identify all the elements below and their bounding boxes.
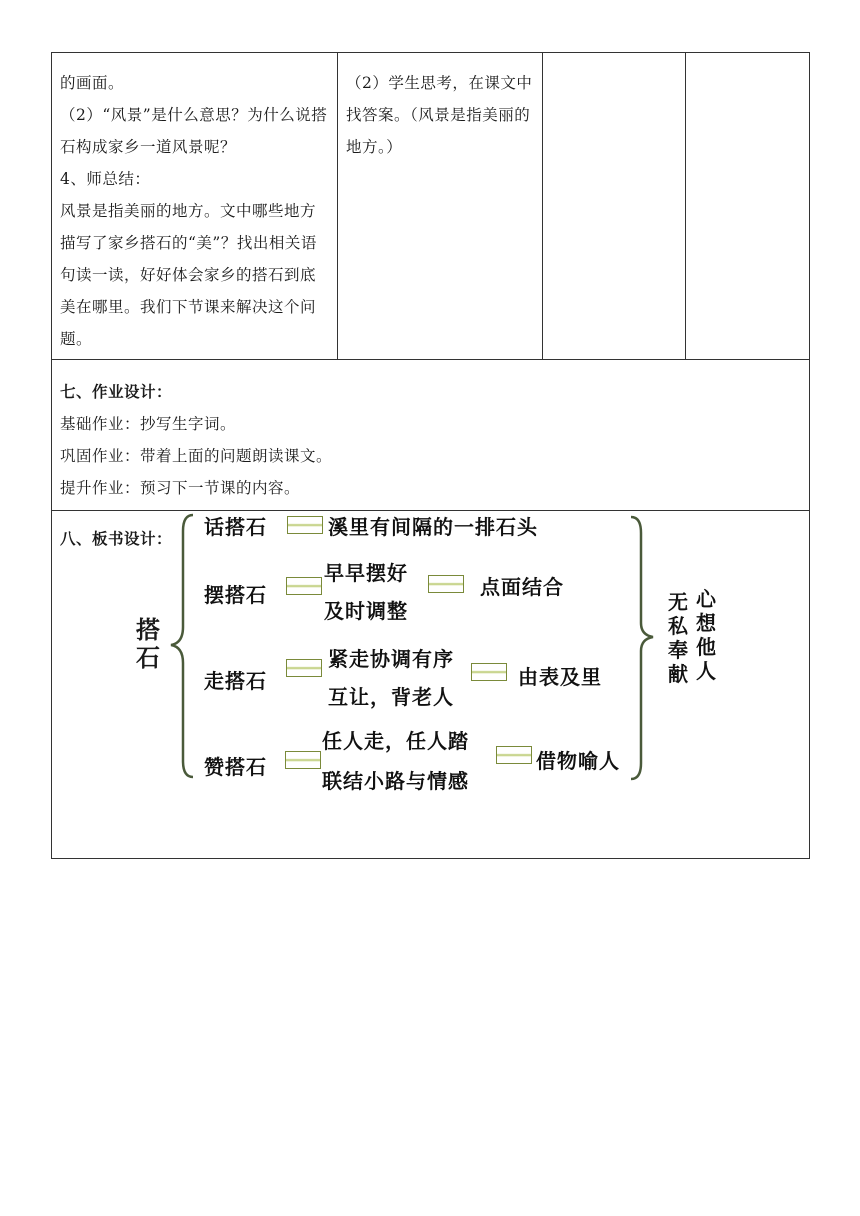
row3-result: 由表及里 xyxy=(518,665,602,689)
vert-char: 私 xyxy=(668,614,688,638)
arrow-icon xyxy=(471,663,507,681)
center-char: 石 xyxy=(136,644,160,672)
homework-advance: 提升作业：预习下一节课的内容。 xyxy=(60,479,301,497)
vert-char: 心 xyxy=(696,587,716,611)
text-line: （2）“风景”是什么意思？为什么说搭石构成家乡一道风景呢？ xyxy=(60,106,328,156)
board-design xyxy=(52,511,809,857)
row4-item1: 任人走，任人踏 xyxy=(322,729,469,753)
lesson-table xyxy=(51,52,810,859)
text-line: 风景是指美丽的地方。文中哪些地方描写了家乡搭石的“美”？找出相关语句读一读，好好体会家乡的搭石到底美在哪里。我们下节课来解决这个问题。 xyxy=(60,202,317,348)
teaching-process-row xyxy=(52,53,810,360)
empty-cell xyxy=(543,53,686,360)
arrow-icon xyxy=(286,659,322,677)
row2-item2: 及时调整 xyxy=(324,599,408,623)
row2-item1: 早早摆好 xyxy=(324,561,408,585)
left-brace xyxy=(171,515,193,777)
right-brace xyxy=(631,517,653,779)
row1-item: 溪里有间隔的一排石头 xyxy=(328,515,538,539)
arrow-icon xyxy=(286,577,322,595)
text-line: 4、师总结： xyxy=(60,170,151,188)
center-word xyxy=(135,616,161,672)
row4-item2: 联结小路与情感 xyxy=(322,769,469,793)
row3-label: 走搭石 xyxy=(204,669,267,693)
board-design-cell xyxy=(52,511,810,859)
homework-row xyxy=(52,360,810,511)
empty-cell xyxy=(686,53,810,360)
teacher-activity-cell xyxy=(52,53,338,360)
row4-label: 赞搭石 xyxy=(204,755,267,779)
text-line: 的画面。 xyxy=(60,74,125,92)
homework-cell xyxy=(52,360,810,511)
row2-result: 点面结合 xyxy=(480,575,564,599)
vert-char: 无 xyxy=(668,590,688,614)
row2-label: 摆搭石 xyxy=(204,583,267,607)
board-design-row xyxy=(52,511,810,859)
right-col-1 xyxy=(667,590,689,686)
vert-char: 献 xyxy=(668,662,688,686)
vert-char: 人 xyxy=(696,659,716,683)
row1-label: 话搭石 xyxy=(204,515,267,539)
arrow-icon xyxy=(496,746,532,764)
row4-result: 借物喻人 xyxy=(536,749,620,773)
right-col-2 xyxy=(695,587,717,683)
homework-basic: 基础作业：抄写生字词。 xyxy=(60,415,237,433)
vert-char: 想 xyxy=(696,611,716,635)
arrow-icon xyxy=(287,516,323,534)
text-line: （2）学生思考，在课文中找答案。（风景是指美丽的地方。） xyxy=(346,74,533,156)
vert-char: 他 xyxy=(696,635,716,659)
center-char: 搭 xyxy=(136,616,160,644)
arrow-icon xyxy=(285,751,321,769)
homework-title: 七、作业设计： xyxy=(60,382,173,401)
student-activity-cell xyxy=(338,53,543,360)
row3-item2: 互让，背老人 xyxy=(328,685,454,709)
homework-consolidate: 巩固作业：带着上面的问题朗读课文。 xyxy=(60,447,333,465)
row3-item1: 紧走协调有序 xyxy=(328,647,454,671)
vert-char: 奉 xyxy=(668,638,688,662)
board-title: 八、板书设计： xyxy=(60,529,173,548)
arrow-icon xyxy=(428,575,464,593)
